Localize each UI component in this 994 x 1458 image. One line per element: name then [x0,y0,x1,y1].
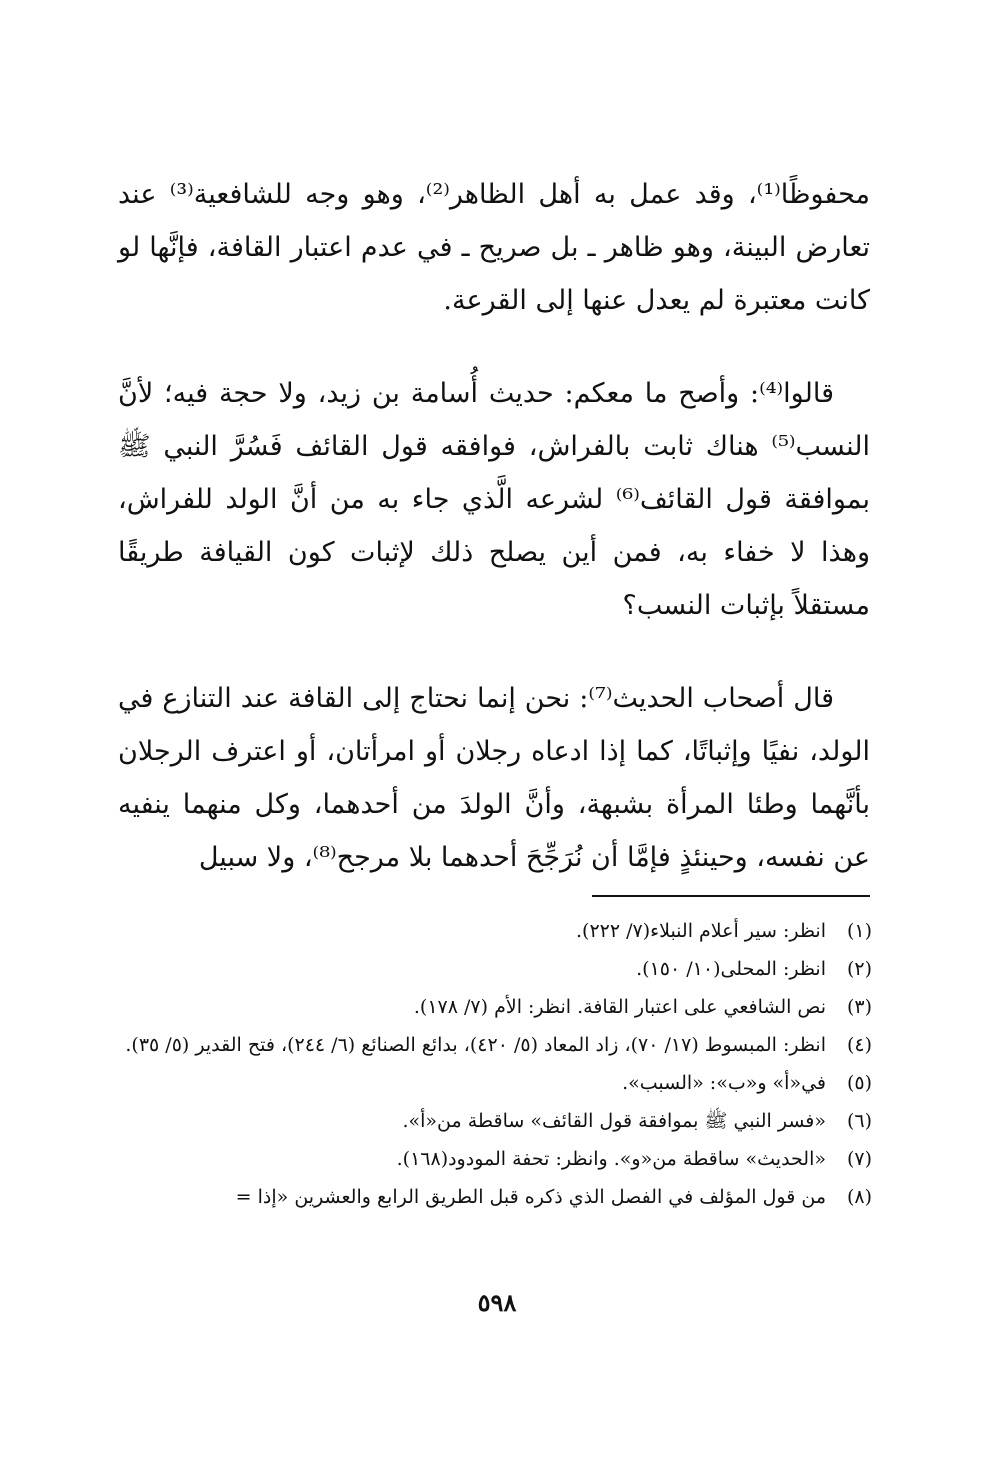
paragraph-2: قالوا⁽⁴⁾: وأصح ما معكم: حديث أُسامة بن زيد، ولا حجة فيه؛ لأنَّ النسب⁽⁵⁾ هناك ثابت بالفراش، فوافقه قول القائف فَسُرَّ النبي ﷺ بموافقة قول القائف⁽⁶⁾ لشرعه الَّذي جاء به من أنَّ الولد للفراش، وهذا لا خفاء به، فمن أين يصلح ذلك لإثبات كون القيافة طريقًا مستقلاً بإثبات النسب؟ [118,378,870,621]
footnote-5 [110,1064,872,1102]
main-text [118,168,870,884]
footnote-number: (٦) [846,1110,872,1132]
footnote-text: انظر: المبسوط (١٧/ ٧٠)، زاد المعاد (٥/ ٤٢٠)، بدائع الصنائع (٦/ ٢٤٤)، فتح القدير (٥/ ٣٥). [125,1034,826,1056]
footnote-text: «فسر النبي ﷺ بموافقة قول القائف» ساقطة من«أ». [402,1110,826,1132]
footnote-number: (١) [846,920,872,942]
footnote-separator [592,895,870,897]
footnote-1 [110,912,872,950]
paragraph-3: قال أصحاب الحديث⁽⁷⁾: نحن إنما نحتاج إلى القافة عند التنازع في الولد، نفيًا وإثباتًا، كما إذا ادعاه رجلان أو امرأتان، أو اعترف الرجلان بأنَّهما وطئا المرأة بشبهة، وأنَّ الولدَ من أحدهما، وكل منهما ينفيه عن نفسه، وحينئذٍ فإمَّا أن نُرَجِّحَ أحدهما بلا مرجح⁽⁸⁾، ولا سبيل [118,683,870,873]
footnote-text: في«أ» و«ب»: «السبب». [622,1072,826,1094]
footnote-number: (٢) [846,958,872,980]
footnote-number: (٤) [846,1034,872,1056]
footnote-number: (٧) [846,1148,872,1170]
footnote-2 [110,950,872,988]
footnote-text: نص الشافعي على اعتبار القافة. انظر: الأم (٧/ ١٧٨). [413,996,826,1018]
footnote-text: انظر: سير أعلام النبلاء(٧/ ٢٢٢). [576,920,826,942]
footnote-6 [110,1102,872,1140]
footnote-number: (٣) [846,996,872,1018]
footnote-number: (٥) [846,1072,872,1094]
footnote-text: من قول المؤلف في الفصل الذي ذكره قبل الطريق الرابع والعشرين «إذا = [235,1186,826,1208]
footnote-8 [110,1178,872,1216]
footnote-3 [110,988,872,1026]
footnote-4 [110,1026,872,1064]
paragraph-1: محفوظًا⁽¹⁾، وقد عمل به أهل الظاهر⁽²⁾، وهو وجه للشافعية⁽³⁾ عند تعارض البينة، وهو ظاهر ـ بل صريح ـ في عدم اعتبار القافة، فإنَّها لو كانت معتبرة لم يعدل عنها إلى القرعة. [118,179,870,316]
footnote-number: (٨) [846,1186,872,1208]
footnote-text: «الحديث» ساقطة من«و». وانظر: تحفة المودود(١٦٨). [396,1148,826,1170]
footnotes [110,912,872,1216]
footnote-7 [110,1140,872,1178]
footnote-text: انظر: المحلى(١٠/ ١٥٠). [636,958,826,980]
page-number: ٥٩٨ [477,1288,517,1317]
